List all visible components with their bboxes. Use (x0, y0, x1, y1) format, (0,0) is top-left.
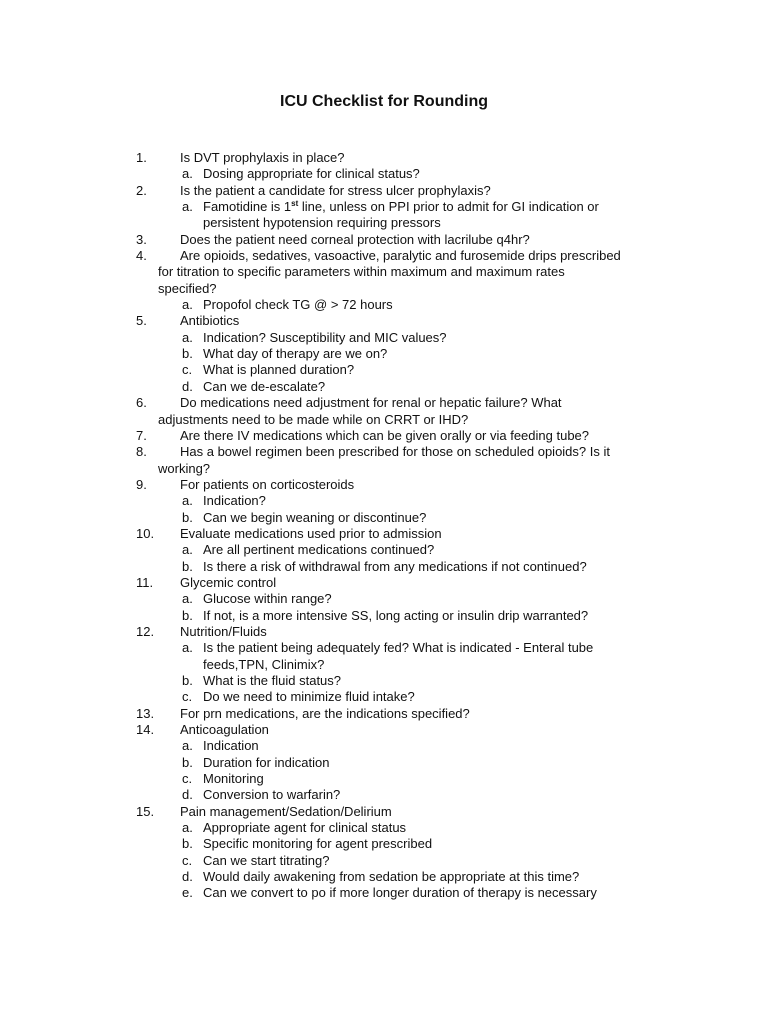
item-number: 7. (136, 427, 147, 443)
subitem-text (203, 820, 406, 836)
checklist-item (0, 722, 768, 738)
checklist-item (0, 526, 768, 542)
subitem-text-part: Can we begin weaning or discontinue? (203, 509, 427, 525)
subitem-letter: a. (182, 820, 193, 836)
subitem-text-part: Is there a risk of withdrawal from any medications if not continued? (203, 558, 587, 574)
subitem-letter: a. (182, 591, 193, 607)
checklist-subitem (0, 771, 768, 787)
item-number: 8. (136, 444, 147, 460)
subitem-text-part: Would daily awakening from sedation be appropriate at this time? (203, 869, 580, 885)
ordinal-superscript: st (291, 199, 299, 209)
item-number: 10. (136, 525, 155, 541)
checklist-subitem (0, 640, 768, 656)
subitem-letter: b. (182, 509, 193, 525)
subitem-text-part: Indication? Susceptibility and MIC values? (203, 329, 447, 345)
item-question: Is the patient a candidate for stress ulcer prophylaxis? (180, 182, 491, 198)
checklist-item (0, 150, 768, 166)
subitem-text (203, 836, 432, 852)
subitem-text-part: What is planned duration? (203, 362, 355, 378)
item-number: 5. (136, 313, 147, 329)
checklist-subitem (0, 362, 768, 378)
checklist-subitem (0, 869, 768, 885)
checklist-subitem (0, 689, 768, 705)
subitem-letter: a. (182, 297, 193, 313)
item-number: 2. (136, 182, 147, 198)
document-title: ICU Checklist for Rounding (280, 93, 488, 110)
checklist-subitem (0, 657, 768, 673)
item-question: Has a bowel regimen been prescribed for those on scheduled opioids? Is it (180, 444, 610, 460)
subitem-text (203, 379, 325, 395)
subitem-text (203, 673, 341, 689)
checklist-subitem (0, 559, 768, 575)
checklist-item (0, 575, 768, 591)
subitem-text-continued: persistent hypotension requiring pressors (203, 215, 441, 231)
checklist-subitem (0, 493, 768, 509)
checklist-subitem (0, 738, 768, 754)
subitem-text (203, 166, 420, 182)
item-number: 11. (136, 574, 154, 590)
subitem-text (203, 493, 266, 509)
subitem-text-part: Are all pertinent medications continued? (203, 542, 435, 558)
subitem-text (203, 771, 264, 787)
subitem-text-part: What day of therapy are we on? (203, 346, 388, 362)
subitem-text (203, 869, 579, 885)
subitem-text (203, 362, 354, 378)
item-question: For patients on corticosteroids (180, 476, 355, 492)
item-number: 3. (136, 231, 147, 247)
checklist-item (0, 706, 768, 722)
subitem-letter: b. (182, 673, 193, 688)
subitem-text-part: Glucose within range? (203, 591, 332, 607)
subitem-letter: a. (182, 166, 193, 182)
subitem-text (203, 755, 329, 771)
subitem-text-part: Indication? (203, 493, 266, 509)
subitem-letter: a. (182, 199, 193, 215)
subitem-text-part: Can we convert to po if more longer duration of therapy is necessary (203, 885, 597, 901)
subitem-text-part: Appropriate agent for clinical status (203, 820, 407, 836)
checklist-item (0, 461, 768, 477)
checklist-subitem (0, 755, 768, 771)
checklist-item (0, 624, 768, 640)
checklist-subitem (0, 885, 768, 901)
checklist (0, 150, 768, 902)
subitem-text-part: Duration for indication (203, 754, 330, 770)
subitem-text (203, 608, 588, 624)
subitem-letter: b. (182, 346, 193, 362)
subitem-text (203, 510, 426, 526)
checklist-subitem (0, 542, 768, 558)
item-number: 9. (136, 476, 147, 492)
subitem-letter: c. (182, 852, 193, 868)
item-question: Anticoagulation (180, 722, 269, 738)
item-number: 6. (136, 395, 147, 411)
subitem-text (203, 199, 599, 215)
checklist-item (0, 395, 768, 411)
item-number: 15. (136, 803, 155, 819)
subitem-text-part: Famotidine is 1 (203, 199, 292, 215)
subitem-letter: c. (182, 771, 193, 787)
subitem-letter: d. (182, 787, 193, 803)
checklist-item (0, 412, 768, 428)
checklist-subitem (0, 166, 768, 182)
subitem-text (203, 330, 447, 346)
item-number: 13. (136, 705, 155, 721)
checklist-subitem (0, 853, 768, 869)
subitem-text (203, 591, 332, 607)
checklist-subitem (0, 346, 768, 362)
item-question-continued: for titration to specific parameters within maximum and maximum rates (158, 264, 565, 280)
subitem-text-part: Propofol check TG @ > 72 hours (203, 297, 393, 313)
item-question-continued: adjustments need to be made while on CRRT or IHD? (158, 411, 469, 427)
checklist-item (0, 313, 768, 329)
item-question: For prn medications, are the indications specified? (180, 705, 470, 721)
item-question: Antibiotics (180, 313, 240, 329)
checklist-item (0, 264, 768, 280)
subitem-text (203, 853, 329, 869)
subitem-text (203, 738, 259, 754)
checklist-item (0, 444, 768, 460)
item-question-continued: working? (158, 460, 211, 476)
subitem-text (203, 542, 434, 558)
subitem-text (203, 885, 597, 901)
subitem-text (203, 787, 340, 803)
item-question: Pain management/Sedation/Delirium (180, 803, 392, 819)
subitem-text-part: Dosing appropriate for clinical status? (203, 166, 420, 182)
checklist-item (0, 232, 768, 248)
subitem-letter: b. (182, 607, 193, 623)
item-question: Are opioids, sedatives, vasoactive, paralytic and furosemide drips prescribed (180, 248, 621, 264)
checklist-item (0, 248, 768, 264)
item-number: 12. (136, 623, 155, 639)
item-question: Glycemic control (180, 574, 277, 590)
checklist-subitem (0, 199, 768, 215)
checklist-item (0, 281, 768, 297)
checklist-subitem (0, 820, 768, 836)
subitem-text (203, 297, 393, 313)
subitem-letter: a. (182, 738, 193, 754)
subitem-text-part: Do we need to minimize fluid intake? (203, 689, 415, 705)
checklist-subitem (0, 673, 768, 689)
checklist-subitem (0, 215, 768, 231)
checklist-subitem (0, 330, 768, 346)
checklist-item (0, 804, 768, 820)
item-question: Does the patient need corneal protection with lacrilube q4hr? (180, 231, 530, 247)
subitem-letter: a. (182, 542, 193, 558)
subitem-letter: c. (182, 362, 193, 378)
checklist-subitem (0, 297, 768, 313)
checklist-subitem (0, 591, 768, 607)
subitem-text (203, 689, 415, 705)
checklist-subitem (0, 379, 768, 395)
subitem-text (203, 640, 593, 656)
subitem-letter: b. (182, 558, 193, 574)
subitem-text-part: Monitoring (203, 771, 264, 787)
subitem-text-part: Is the patient being adequately fed? What is indicated - Enteral tube (203, 640, 594, 656)
item-question: Do medications need adjustment for renal or hepatic failure? What (180, 395, 562, 411)
checklist-subitem (0, 510, 768, 526)
checklist-subitem (0, 836, 768, 852)
subitem-letter: c. (182, 689, 193, 705)
item-question: Nutrition/Fluids (180, 623, 267, 639)
subitem-text-part: What is the fluid status? (203, 673, 342, 688)
item-question-continued: specified? (158, 280, 217, 296)
subitem-text-part: Can we de-escalate? (203, 378, 326, 394)
subitem-letter: d. (182, 378, 193, 394)
checklist-subitem (0, 608, 768, 624)
item-number: 1. (136, 150, 147, 165)
checklist-item (0, 428, 768, 444)
subitem-letter: a. (182, 640, 193, 656)
subitem-letter: b. (182, 836, 193, 852)
subitem-text-part: If not, is a more intensive SS, long acting or insulin drip warranted? (203, 607, 589, 623)
subitem-text (203, 346, 387, 362)
subitem-letter: d. (182, 869, 193, 885)
subitem-letter: b. (182, 754, 193, 770)
subitem-text-part: Conversion to warfarin? (203, 787, 341, 803)
item-number: 14. (136, 722, 155, 738)
checklist-item (0, 183, 768, 199)
checklist-item (0, 477, 768, 493)
item-question: Evaluate medications used prior to admission (180, 525, 442, 541)
subitem-text-part: Indication (203, 738, 259, 754)
subitem-letter: a. (182, 329, 193, 345)
checklist-subitem (0, 787, 768, 803)
subitem-text-continued: feeds,TPN, Clinimix? (203, 656, 325, 672)
item-question: Are there IV medications which can be given orally or via feeding tube? (180, 427, 590, 443)
subitem-text (203, 559, 587, 575)
subitem-letter: e. (182, 885, 193, 901)
subitem-text-part: line, unless on PPI prior to admit for GI indication or (298, 199, 599, 215)
subitem-text-part: Specific monitoring for agent prescribed (203, 836, 433, 852)
item-question: Is DVT prophylaxis in place? (180, 150, 345, 165)
subitem-text-part: Can we start titrating? (203, 852, 330, 868)
item-number: 4. (136, 248, 147, 264)
subitem-letter: a. (182, 493, 193, 509)
